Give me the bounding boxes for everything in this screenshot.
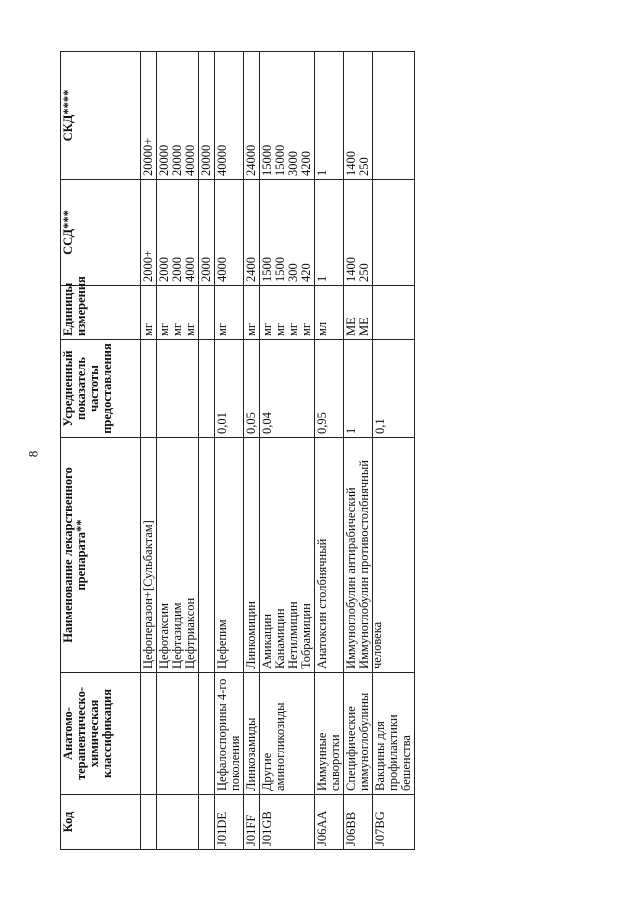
cell-sdd-line: 1500 [273, 257, 287, 282]
cell-skd-line: 1 [315, 169, 329, 176]
cell-skd-line [374, 55, 387, 176]
cell-drug-line: Канамицин [273, 608, 287, 669]
cell-drug-line: Иммуноглобулин противостолбнячный человека [357, 460, 384, 669]
cell-sdd [244, 180, 260, 286]
header-drug: Наименование лекарственного препарата** [61, 438, 141, 673]
cell-drug-line: Цефтриаксон [183, 597, 197, 669]
cell-skd-line: 40000 [183, 144, 197, 176]
cell-skd-line: 40000 [215, 144, 229, 176]
cell-skd-line: 20000 [170, 144, 184, 176]
cell-sdd [157, 180, 199, 286]
header-code: Код [61, 795, 141, 850]
cell-drug-line: Цефотаксим [157, 603, 171, 669]
cell-skd [199, 52, 215, 180]
cell-sdd-line: 4000 [215, 257, 229, 282]
cell-drug [157, 438, 199, 673]
cell-unit [199, 286, 215, 340]
cell-drug-line: Цефтазидим [170, 602, 184, 669]
cell-sdd [373, 180, 415, 286]
table-row [215, 52, 244, 850]
cell-code: J01DE [215, 795, 244, 850]
cell-drug [315, 438, 344, 673]
cell-skd-line: 15000 [273, 144, 287, 176]
cell-sdd-line [374, 183, 387, 282]
cell-frequency: 1 [344, 340, 373, 438]
cell-unit-line: мг [260, 322, 274, 336]
cell-skd-line: 1400 [344, 151, 358, 176]
cell-skd-line: 20000 [199, 144, 213, 176]
cell-sdd-line: 1500 [260, 257, 274, 282]
cell-drug-line: Амикацин [260, 613, 274, 669]
rotated-table-wrapper [60, 52, 582, 850]
cell-drug-line: Цефепим [215, 619, 229, 669]
header-atc: Анатомо-терапевтическо-химическая классификация [61, 673, 141, 795]
cell-frequency: 0,1 [373, 340, 415, 438]
table-row [373, 52, 415, 850]
cell-sdd-line: 250 [357, 263, 371, 282]
cell-code [157, 795, 199, 850]
cell-atc: Линкозамиды [244, 673, 260, 795]
cell-code [199, 795, 215, 850]
cell-unit-line: мг [141, 322, 155, 336]
cell-unit-line: МЕ [357, 317, 371, 336]
cell-sdd [199, 180, 215, 286]
cell-sdd-line: 2000+ [141, 249, 155, 282]
cell-unit-line [374, 289, 387, 336]
cell-drug-line: Анатоксин столбнячный [315, 538, 329, 669]
cell-skd-line: 3000 [286, 151, 300, 176]
cell-unit-line: мг [215, 322, 229, 336]
cell-frequency: 0,04 [260, 340, 315, 438]
cell-drug-line: Линкомицин [244, 601, 258, 669]
cell-unit [344, 286, 373, 340]
cell-frequency: 0,95 [315, 340, 344, 438]
cell-unit-line: мг [273, 322, 287, 336]
cell-skd [244, 52, 260, 180]
cell-sdd [344, 180, 373, 286]
cell-drug-line: Цефоперазон+[Сульбактам] [141, 520, 155, 669]
cell-skd-line: 20000 [157, 144, 171, 176]
cell-sdd-line: 1400 [344, 257, 358, 282]
cell-sdd-line: 300 [286, 263, 300, 282]
cell-skd-line: 250 [357, 157, 371, 176]
cell-drug [244, 438, 260, 673]
cell-frequency: 0,05 [244, 340, 260, 438]
table-row [244, 52, 260, 850]
cell-unit-line: мг [299, 322, 313, 336]
cell-unit [141, 286, 157, 340]
table-row [199, 52, 215, 850]
cell-sdd-line: 2000 [157, 257, 171, 282]
table-row [315, 52, 344, 850]
cell-skd-line: 15000 [260, 144, 274, 176]
cell-unit-line: мг [286, 322, 300, 336]
cell-skd-line: 24000 [244, 144, 258, 176]
drug-table [60, 51, 415, 850]
cell-drug [199, 438, 215, 673]
cell-unit [157, 286, 199, 340]
header-frequency: Усредненный показатель частоты предоставления [61, 340, 141, 438]
cell-unit-line: мг [244, 322, 258, 336]
cell-unit [215, 286, 244, 340]
cell-code: J07BG [373, 795, 415, 850]
cell-sdd-line: 4000 [183, 257, 197, 282]
cell-sdd [260, 180, 315, 286]
cell-unit-line: мг [183, 322, 197, 336]
cell-code [141, 795, 157, 850]
cell-unit [315, 286, 344, 340]
cell-unit [373, 286, 415, 340]
cell-atc [157, 673, 199, 795]
cell-atc: Цефалоспорины 4-го поколения [215, 673, 244, 795]
table-row [344, 52, 373, 850]
cell-drug [344, 438, 384, 673]
table-body [141, 52, 415, 850]
cell-atc [141, 673, 157, 795]
cell-atc: Вакцины для профилактики бешенства [373, 673, 415, 795]
cell-unit-line: МЕ [344, 317, 358, 336]
cell-drug [215, 438, 244, 673]
header-row [61, 52, 141, 850]
cell-code: J06AA [315, 795, 344, 850]
cell-skd-line: 4200 [299, 151, 313, 176]
table-row [141, 52, 157, 850]
cell-sdd-line: 2000 [199, 257, 213, 282]
cell-unit-line [200, 289, 213, 336]
cell-unit-line: мг [157, 322, 171, 336]
cell-skd [157, 52, 199, 180]
cell-frequency [157, 340, 199, 438]
page-number: 8 [25, 450, 41, 458]
cell-frequency: 0,01 [215, 340, 244, 438]
header-skd: СКД**** [61, 52, 141, 180]
cell-drug [260, 438, 315, 673]
cell-skd [260, 52, 315, 180]
cell-sdd-line: 420 [299, 263, 313, 282]
cell-drug-line: Тобрамицин [299, 603, 313, 669]
cell-sdd-line: 2400 [244, 257, 258, 282]
cell-sdd [141, 180, 157, 286]
cell-skd [141, 52, 157, 180]
cell-skd [344, 52, 373, 180]
cell-skd [373, 52, 415, 180]
header-unit: Единицы измерения [61, 286, 141, 340]
cell-drug-line [200, 441, 213, 669]
cell-unit-line: мг [170, 322, 184, 336]
cell-sdd [215, 180, 244, 286]
table-row [157, 52, 199, 850]
table-row [260, 52, 315, 850]
cell-drug [141, 438, 157, 673]
cell-skd [215, 52, 244, 180]
cell-code: J01FF [244, 795, 260, 850]
cell-atc: Иммунные сыворотки [315, 673, 344, 795]
cell-atc: Другие аминогликозиды [260, 673, 315, 795]
cell-unit-line: мл [315, 321, 329, 336]
cell-drug-line: Нетилмицин [286, 601, 300, 669]
cell-skd-line: 20000+ [141, 137, 155, 176]
cell-sdd-line: 2000 [170, 257, 184, 282]
cell-code: J01GB [260, 795, 315, 850]
cell-atc [199, 673, 215, 795]
cell-frequency [141, 340, 157, 438]
cell-atc: Специфические иммуноглобулины [344, 673, 373, 795]
cell-unit [260, 286, 315, 340]
cell-sdd-line: 1 [315, 275, 329, 282]
cell-frequency [199, 340, 215, 438]
cell-skd [315, 52, 344, 180]
header-sdd: ССД*** [61, 180, 141, 286]
cell-drug-line: Иммуноглобулин антирабический [344, 487, 358, 669]
cell-code: J06BB [344, 795, 373, 850]
cell-unit [244, 286, 260, 340]
cell-sdd [315, 180, 344, 286]
